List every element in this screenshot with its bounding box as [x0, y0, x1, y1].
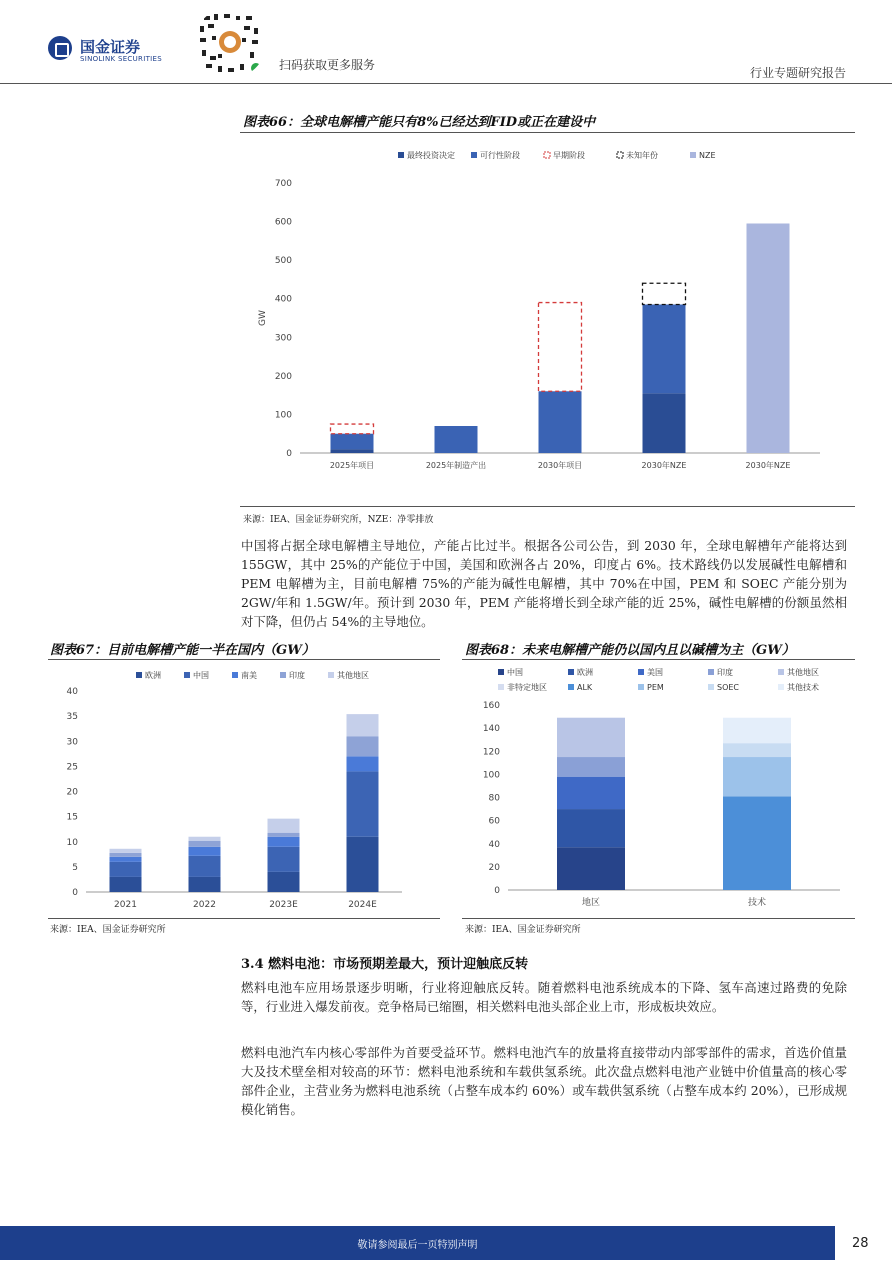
company-name-cn: 国金证券	[80, 38, 141, 56]
y-tick-label-3: 15	[66, 812, 78, 823]
y-tick-label-8: 160	[482, 701, 500, 711]
legend-swatch-2	[544, 152, 550, 158]
bar-0-0	[110, 877, 142, 892]
fig68-chart	[462, 663, 855, 916]
bar-2-2	[539, 303, 582, 392]
x-tick-label-4: 2030年NZE	[745, 461, 791, 470]
legend-swatch-8	[708, 684, 714, 690]
bar-0-3	[557, 757, 625, 777]
bar-1-9	[723, 718, 791, 743]
bar-2-4	[268, 819, 300, 833]
y-tick-label-4: 400	[274, 294, 292, 305]
bar-2-1	[539, 391, 582, 453]
y-tick-label-0: 0	[72, 888, 78, 898]
bar-0-2	[331, 424, 374, 434]
y-tick-label-1: 5	[72, 862, 78, 873]
bar-1-1	[189, 856, 221, 877]
bar-2-0	[268, 872, 300, 892]
x-tick-label-3: 2030年NZE	[641, 461, 687, 470]
legend-swatch-0	[398, 152, 404, 158]
paragraph-fuel-cell-components: 燃料电池汽车内核心零部件为首要受益环节。燃料电池汽车的放量将直接带动内部零部件的需求，首选价值量大及技术壁垒相对较高的环节：燃料电池系统和车载供氢系统。此次盘点燃料电池产业链中价值量高的核心零部件企业，主营业务为燃料电池系统（占整车成本约 60%）或车载供氢系统（占整车成本约 20%），已形成规模化销售。	[241, 1045, 847, 1117]
x-tick-label-0: 地区	[581, 898, 601, 908]
legend-label-4: 其他地区	[787, 668, 819, 677]
legend-swatch-7	[638, 684, 644, 690]
y-tick-label-4: 20	[66, 787, 78, 798]
legend-label-7: PEM	[647, 683, 664, 692]
bar-0-4	[110, 849, 142, 853]
y-tick-label-5: 25	[66, 762, 78, 773]
y-tick-label-7: 35	[66, 712, 78, 723]
legend-swatch-4	[690, 152, 696, 158]
x-tick-label-2: 2030年项目	[537, 461, 583, 470]
legend-swatch-0	[498, 669, 504, 675]
bar-4-4	[747, 224, 790, 454]
legend-label-4: NZE	[699, 151, 716, 160]
x-tick-label-1: 技术	[747, 898, 767, 908]
legend-swatch-0	[136, 672, 142, 678]
legend-label-0: 最终投资决定	[407, 151, 455, 160]
legend-label-2: 南美	[241, 671, 257, 680]
fig66-chart	[240, 140, 855, 505]
legend-swatch-2	[638, 669, 644, 675]
bar-3-1	[347, 771, 379, 836]
legend-label-4: 其他地区	[337, 671, 369, 680]
bar-3-3	[643, 283, 686, 304]
paragraph-fuel-cell-outlook: 燃料电池车应用场景逐步明晰，行业将迎触底反转。随着燃料电池系统成本的下降、氢车高速过路费的免除等，行业进入爆发前夜。竞争格局已缩圈，相关燃料电池头部企业上市，形成板块效应。	[241, 980, 847, 1014]
fig67-source: 来源：IEA、国金证券研究所	[50, 925, 166, 935]
legend-swatch-4	[328, 672, 334, 678]
bar-3-2	[347, 756, 379, 771]
bar-2-3	[268, 833, 300, 837]
bar-0-2	[557, 777, 625, 809]
x-tick-label-2: 2023E	[269, 900, 298, 910]
fig68-title: 图表68：未来电解槽产能仍以国内且以碱槽为主（GW）	[465, 643, 795, 658]
legend-swatch-1	[184, 672, 190, 678]
legend-label-1: 中国	[193, 671, 209, 680]
x-tick-label-0: 2025年项目	[329, 461, 375, 470]
y-tick-label-2: 200	[274, 371, 292, 382]
legend-swatch-1	[471, 152, 477, 158]
legend-label-3: 印度	[289, 671, 305, 680]
fig68-bottom-rule	[462, 918, 855, 919]
legend-swatch-1	[568, 669, 574, 675]
legend-label-3: 印度	[717, 668, 733, 677]
company-logo-icon	[48, 36, 72, 60]
bar-1-6	[723, 796, 791, 890]
y-tick-label-8: 40	[66, 687, 78, 697]
y-tick-label-7: 700	[274, 179, 292, 189]
y-tick-label-2: 10	[66, 837, 78, 848]
legend-swatch-4	[778, 669, 784, 675]
qr-code-icon[interactable]	[194, 8, 266, 78]
bar-0-0	[557, 847, 625, 890]
bar-0-2	[110, 857, 142, 862]
fig66-source: 来源：IEA、国金证券研究所，NZE：净零排放	[243, 515, 434, 525]
y-tick-label-7: 140	[482, 724, 500, 735]
bar-1-4	[189, 837, 221, 841]
y-tick-label-4: 80	[488, 793, 500, 804]
bar-3-0	[347, 837, 379, 892]
bar-1-8	[723, 743, 791, 757]
bar-0-1	[110, 862, 142, 877]
section-heading: 3.4 燃料电池：市场预期差最大，预计迎触底反转	[241, 957, 529, 972]
legend-label-0: 中国	[507, 668, 523, 677]
bar-3-1	[643, 305, 686, 394]
y-tick-label-1: 20	[488, 862, 500, 873]
bar-0-4	[557, 718, 625, 757]
bar-1-7	[723, 757, 791, 796]
bar-1-0	[189, 877, 221, 892]
fig67-title: 图表67：目前电解槽产能一半在国内（GW）	[50, 643, 315, 658]
bar-1-1	[435, 426, 478, 453]
company-name-en: SINOLINK SECURITIES	[80, 55, 162, 63]
legend-label-6: ALK	[577, 683, 593, 692]
y-tick-label-3: 60	[488, 816, 500, 827]
page-number: 28	[852, 1236, 869, 1251]
bar-2-2	[268, 837, 300, 847]
bar-0-3	[110, 853, 142, 857]
bar-3-0	[643, 393, 686, 453]
y-tick-label-1: 100	[274, 410, 292, 421]
x-tick-label-1: 2022	[193, 900, 216, 910]
legend-swatch-5	[498, 684, 504, 690]
legend-swatch-6	[568, 684, 574, 690]
bar-0-1	[331, 434, 374, 449]
legend-label-1: 欧洲	[577, 668, 593, 677]
x-tick-label-0: 2021	[114, 900, 137, 910]
legend-swatch-3	[280, 672, 286, 678]
qr-caption: 扫码获取更多服务	[279, 58, 376, 72]
legend-label-1: 可行性阶段	[480, 151, 520, 160]
legend-swatch-3	[617, 152, 623, 158]
legend-label-2: 美国	[647, 668, 663, 677]
bar-3-3	[347, 736, 379, 756]
bar-3-4	[347, 714, 379, 736]
legend-label-2: 早期阶段	[553, 151, 585, 160]
legend-label-3: 未知年份	[626, 151, 658, 160]
y-tick-label-2: 40	[488, 839, 500, 850]
y-tick-label-3: 300	[274, 333, 292, 344]
legend-label-9: 其他技术	[787, 683, 819, 692]
footer-disclaimer: 敬请参阅最后一页特别声明	[357, 1240, 478, 1251]
fig68-top-rule	[462, 659, 855, 660]
fig67-bottom-rule	[48, 918, 440, 919]
legend-swatch-3	[708, 669, 714, 675]
bar-0-1	[557, 809, 625, 847]
bar-0-0	[331, 449, 374, 453]
fig67-top-rule	[48, 659, 440, 660]
fig68-source: 来源：IEA、国金证券研究所	[465, 925, 581, 935]
legend-swatch-9	[778, 684, 784, 690]
y-tick-label-5: 100	[482, 770, 500, 781]
report-type: 行业专题研究报告	[749, 66, 846, 80]
x-tick-label-3: 2024E	[348, 900, 377, 910]
legend-label-0: 欧洲	[145, 671, 161, 680]
y-tick-label-0: 0	[286, 449, 292, 459]
fig67-chart	[48, 663, 440, 916]
legend-label-8: SOEC	[717, 683, 740, 692]
legend-label-5: 非特定地区	[507, 683, 547, 692]
legend-swatch-2	[232, 672, 238, 678]
header-divider	[0, 83, 892, 84]
paragraph-electrolyzer: 中国将占据全球电解槽主导地位，产能占比过半。根据各公司公告，到 2030 年，全球电解槽年产能将达到 155GW，其中 25%的产能位于中国，美国和欧洲各占 20%，印度占 6%。技术路线仍以发展碱性电解槽和 PEM 电解槽为主，目前电解槽 75%的产能为碱性电解槽，其中 70%在中国，PEM 和 SOEC 产能分别为 2GW/年和 1.5GW/年。预计到 2030 年，PEM 产能将增长到全球产能的近 25%，碱性电解槽的份额虽然相对下降，但仍占 54%的主导地位。	[241, 538, 847, 629]
y-axis-label: GW	[258, 310, 268, 326]
y-tick-label-6: 600	[274, 217, 292, 228]
y-tick-label-6: 120	[482, 747, 500, 758]
y-tick-label-0: 0	[494, 886, 500, 896]
y-tick-label-6: 30	[66, 737, 78, 748]
bar-2-1	[268, 847, 300, 872]
x-tick-label-1: 2025年制造产出	[425, 461, 487, 470]
bar-1-3	[189, 841, 221, 847]
bar-1-2	[189, 847, 221, 856]
fig66-title: 图表66：全球电解槽产能只有8%已经达到FID或正在建设中	[243, 115, 596, 130]
y-tick-label-5: 500	[274, 256, 292, 267]
fig66-top-rule	[240, 132, 855, 133]
fig66-bottom-rule	[240, 506, 855, 507]
